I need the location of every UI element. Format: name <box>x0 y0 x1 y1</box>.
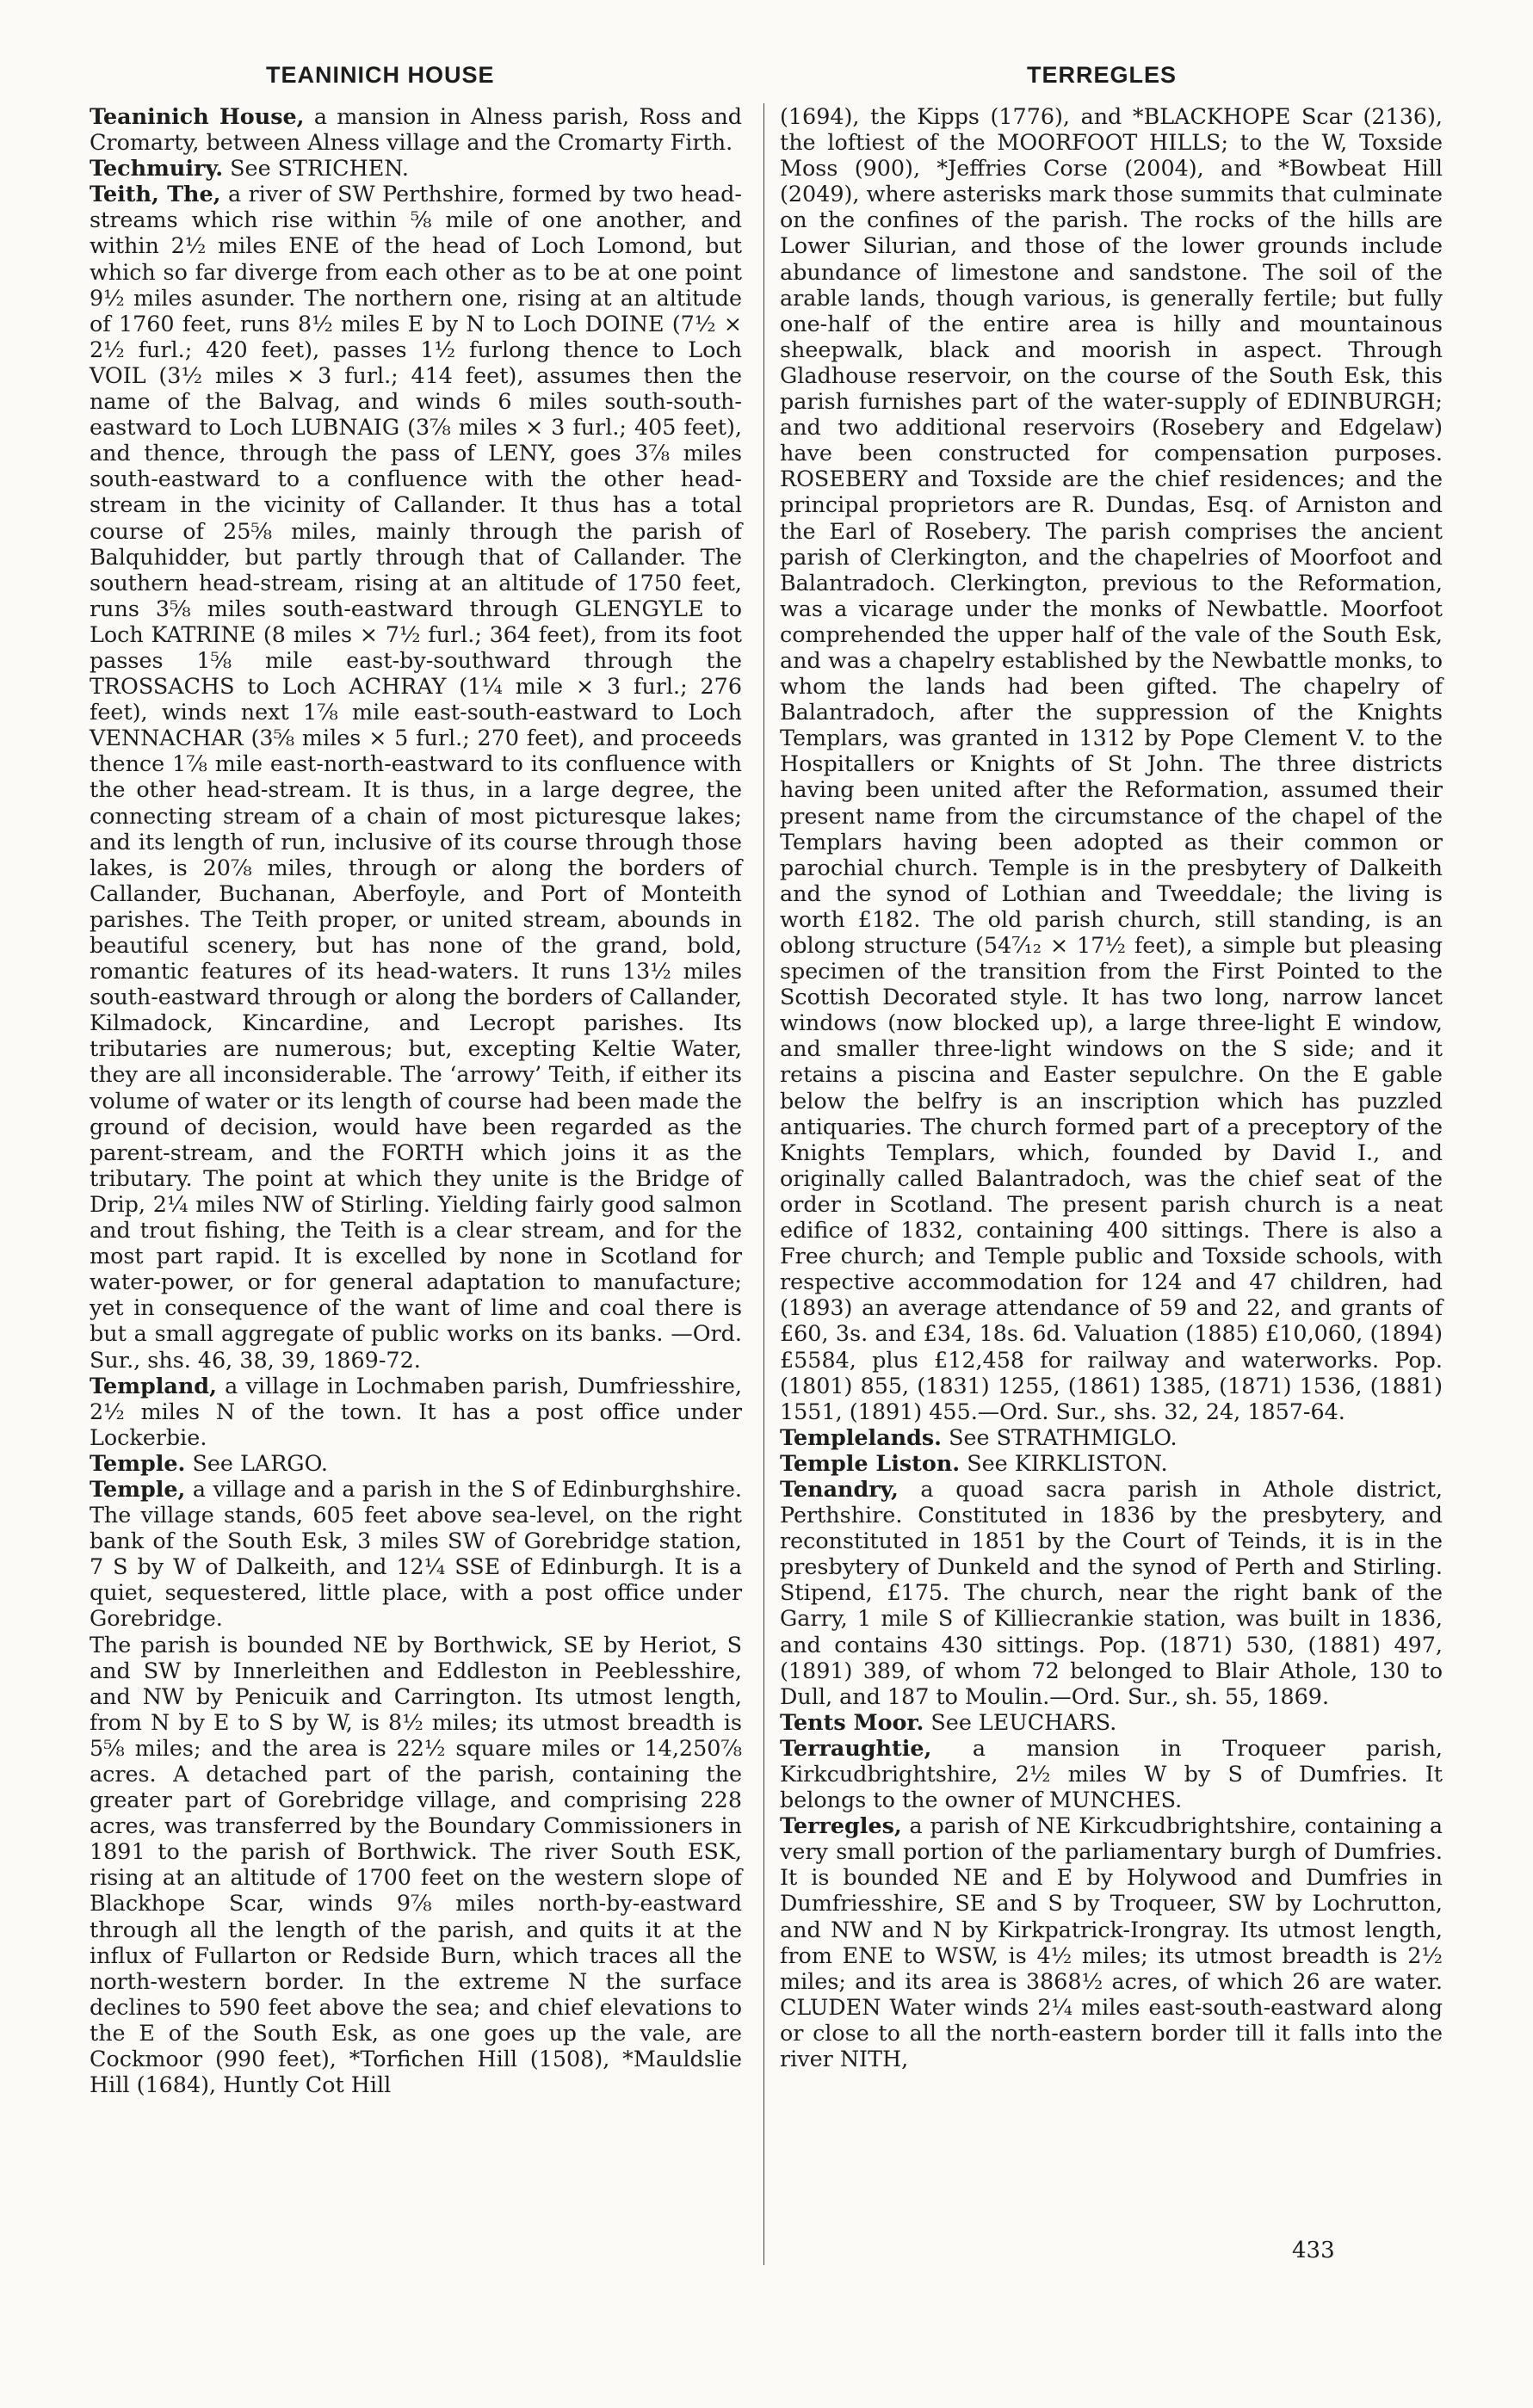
entry-paragraph <box>90 1476 742 1632</box>
entry-paragraph <box>780 1450 1443 1476</box>
entry-headword: Templand, <box>90 1372 217 1398</box>
entry-paragraph <box>90 103 742 155</box>
entry-text: a mansion in Troqueer parish, Kirkcudbrightshire, 2½ miles W by S of Dumfries. It belongs to the owner of MUNCHES. <box>780 1734 1443 1813</box>
entry-paragraph <box>780 1709 1443 1735</box>
entry-headword: Templelands. <box>780 1423 942 1450</box>
right-column <box>780 103 1443 2071</box>
entry-paragraph <box>90 155 742 181</box>
entry-headword: Tenandry, <box>780 1475 899 1502</box>
column-divider <box>763 103 764 2265</box>
entry-text: See LARGO. <box>185 1449 328 1476</box>
entry-text: See LEUCHARS. <box>924 1708 1117 1735</box>
entry-text: See STRICHEN. <box>223 155 409 182</box>
entry-text: a village in Lochmaben parish, Dumfriesshire, 2½ miles N of the town. It has a post office under Lockerbie. <box>90 1372 742 1450</box>
left-column <box>90 103 742 2097</box>
entry-paragraph <box>90 1450 742 1476</box>
entry-paragraph <box>90 1373 742 1450</box>
entry-text: a river of SW Perthshire, formed by two head-streams which rise within ⅝ mile of one another, and within 2½ miles ENE of the head of Loch Lomond, but which so far diverge from each other as to be at one point 9½ miles asunder. The northern one, rising at an altitude of 1760 feet, runs 8½ miles E by N to Loch DOINE (7½ × 2½ furl.; 420 feet), passes 1½ furlong thence to Loch VOIL (3½ miles × 3 furl.; 414 feet), assumes then the name of the Balvag, and winds 6 miles south-south-eastward to Loch LUBNAIG (3⅞ miles × 3 furl.; 405 feet), and thence, through the pass of LENY, goes 3⅞ miles south-eastward to a confluence with the other head-stream in the vicinity of Callander. It thus has a total course of 25⅝ miles, mainly through the parish of Balquhidder, but partly through that of Callander. The southern head-stream, rising at an altitude of 1750 feet, runs 3⅝ miles south-eastward through GLENGYLE to Loch KATRINE (8 miles × 7½ furl.; 364 feet), from its foot passes 1⅝ mile east-by-southward through the TROSSACHS to Loch ACHRAY (1¼ mile × 3 furl.; 276 feet), winds next 1⅞ mile east-south-eastward to Loch VENNACHAR (3⅝ miles × 5 furl.; 270 feet), and proceeds thence 1⅞ mile east-north-eastward to its confluence with the other head-stream. It is thus, in a large degree, the connecting stream of a chain of most picturesque lakes; and its length of run, inclusive of its course through those lakes, is 20⅞ miles, through or along the borders of Callander, Buchanan, Aberfoyle, and Port of Monteith parishes. The Teith proper, or united stream, abounds in beautiful scenery, but has none of the grand, bold, romantic features of its head-waters. It runs 13½ miles south-eastward through or along the borders of Callander, Kilmadock, Kincardine, and Lecropt parishes. Its tributaries are numerous; but, excepting Keltie Water, they are all inconsiderable. The ‘arrowy’ Teith, if either its volume of water or its length of course had been made the ground of decision, would have been regarded as the parent-stream, and the FORTH which joins it as the tributary. The point at which they unite is the Bridge of Drip, 2¼ miles NW of Stirling. Yielding fairly good salmon and trout fishing, the Teith is a clear stream, and for the most part rapid. It is excelled by none in Scotland for water-power, or for general adaptation to manufacture; yet in consequence of the want of lime and coal there is but a small aggregate of public works on its banks. —Ord. Sur., shs. 46, 38, 39, 1869-72. <box>90 181 742 1373</box>
entry-text: a village and a parish in the S of Edinburghshire. The village stands, 605 feet above sea-level, on the right bank of the South Esk, 3 miles SW of Gorebridge station, 7 S by W of Dalkeith, and 12¼ SSE of Edinburgh. It is a quiet, sequestered, little place, with a post office under Gorebridge. <box>90 1475 742 1632</box>
entry-paragraph <box>780 1424 1443 1450</box>
entry-paragraph <box>780 1812 1443 2071</box>
entry-paragraph <box>90 181 742 1372</box>
entry-text: See KIRKLISTON. <box>960 1449 1168 1476</box>
entry-paragraph <box>90 1632 742 2098</box>
running-head-right: TERREGLES <box>1027 62 1178 88</box>
entry-text: (1694), the Kipps (1776), and *BLACKHOPE Scar (2136), the loftiest of the MOORFOOT HILLS; to the W, Toxside Moss (900), *Jeffries Corse (2004), and *Bowbeat Hill (2049), where asterisks mark those summits that culminate on the confines of the parish. The rocks of the hills are Lower Silurian, and those of the lower grounds include abundance of limestone and sandstone. The soil of the arable lands, though various, is generally fertile; but fully one-half of the entire area is hilly and mountainous sheepwalk, black and moorish in aspect. Through Gladhouse reservoir, on the course of the South Esk, this parish furnishes part of the water-supply of EDINBURGH; and two additional reservoirs (Rosebery and Edgelaw) have been constructed for compensation purposes. ROSEBERY and Toxside are the chief residences; and the principal proprietors are R. Dundas, Esq. of Arniston and the Earl of Rosebery. The parish comprises the ancient parish of Clerkington, and the chapelries of Moorfoot and Balantradoch. Clerkington, previous to the Reformation, was a vicarage under the monks of Newbattle. Moorfoot comprehended the upper half of the vale of the South Esk, and was a chapelry established by the Newbattle monks, to whom the lands had been gifted. The chapelry of Balantradoch, after the suppression of the Knights Templars, was granted in 1312 by Pope Clement V. to the Hospitallers or Knights of St John. The three districts having been united after the Reformation, assumed their present name from the circumstance of the chapel of the Templars having been adopted as their common or parochial church. Temple is in the presbytery of Dalkeith and the synod of Lothian and Tweeddale; the living is worth £182. The old parish church, still standing, is an oblong structure (54⁷⁄₁₂ × 17½ feet), a simple but pleasing specimen of the transition from the First Pointed to the Scottish Decorated style. It has two long, narrow lancet windows (now blocked up), a large three-light E window, and smaller three-light windows on the S side; and it retains a piscina and Easter sepulchre. On the E gable below the belfry is an inscription which has puzzled antiquaries. The church formed part of a preceptory of the Knights Templars, which, founded by David I., and originally called Balantradoch, was the chief seat of the order in Scotland. The present parish church is a neat edifice of 1832, containing 400 sittings. There is also a Free church; and Temple public and Toxside schools, with respective accommodation for 124 and 47 children, had (1893) an average attendance of 59 and 22, and grants of £60, 3s. and £34, 18s. 6d. Valuation (1885) £10,060, (1894) £5584, plus £12,458 for railway and waterworks. Pop. (1801) 855, (1831) 1255, (1861) 1385, (1871) 1536, (1881) 1551, (1891) 455.—Ord. Sur., shs. 32, 24, 1857-64. <box>780 103 1443 1424</box>
entry-headword: Temple. <box>90 1449 186 1476</box>
entry-headword: Temple, <box>90 1475 186 1502</box>
entry-paragraph <box>780 103 1443 1424</box>
page-number: 433 <box>1292 2238 1335 2263</box>
entry-headword: Tents Moor. <box>780 1708 924 1735</box>
entry-paragraph <box>780 1476 1443 1709</box>
running-head-left: TEANINICH HOUSE <box>266 62 495 88</box>
entry-headword: Techmuiry. <box>90 155 224 182</box>
entry-headword: Terregles, <box>780 1812 902 1839</box>
entry-text: a mansion in Alness parish, Ross and Cromarty, between Alness village and the Cromarty Firth. <box>90 103 743 156</box>
entry-text: The parish is bounded NE by Borthwick, SE by Heriot, S and SW by Innerleithen and Eddleston in Peeblesshire, and NW by Penicuik and Carrington. Its utmost length, from N by E to S by W, is 8½ miles; its utmost breadth is 5⅝ miles; and the area is 22½ square miles or 14,250⅞ acres. A detached part of the parish, containing the greater part of Gorebridge village, and comprising 228 acres, was transferred by the Boundary Commissioners in 1891 to the parish of Borthwick. The river South ESK, rising at an altitude of 1700 feet on the western slope of Blackhope Scar, winds 9⅞ miles north-by-eastward through all the length of the parish, and quits it at the influx of Fullarton or Redside Burn, which traces all the north-western border. In the extreme N the surface declines to 590 feet above the sea; and chief elevations to the E of the South Esk, as one goes up the vale, are Cockmoor (990 feet), *Torfichen Hill (1508), *Mauldslie Hill (1684), Huntly Cot Hill <box>90 1631 742 2098</box>
entry-headword: Teith, The, <box>90 181 221 207</box>
entry-text: See STRATHMIGLO. <box>942 1423 1178 1450</box>
entry-headword: Teaninich House, <box>90 103 305 129</box>
entry-paragraph <box>780 1735 1443 1812</box>
entry-text: a parish of NE Kirkcudbrightshire, containing a very small portion of the parliamentary burgh of Dumfries. It is bounded NE and E by Holywood and Dumfries in Dumfriesshire, SE and S by Troqueer, SW by Lochrutton, and NW and N by Kirkpatrick-Irongray. Its utmost length, from ENE to WSW, is 4½ miles; its utmost breadth is 2½ miles; and its area is 3868½ acres, of which 26 are water. CLUDEN Water winds 2¼ miles east-south-eastward along or close to all the north-eastern border till it falls into the river NITH, <box>780 1812 1443 2072</box>
entry-headword: Temple Liston. <box>780 1449 961 1476</box>
entry-headword: Terraughtie, <box>780 1734 932 1761</box>
entry-text: a quoad sacra parish in Athole district, Perthshire. Constituted in 1836 by the presbytery, and reconstituted in 1851 by the Court of Teinds, it is in the presbytery of Dunkeld and the synod of Perth and Stirling. Stipend, £175. The church, near the right bank of the Garry, 1 mile S of Killiecrankie station, was built in 1836, and contains 430 sittings. Pop. (1871) 530, (1881) 497, (1891) 389, of whom 72 belonged to Blair Athole, 130 to Dull, and 187 to Moulin.—Ord. Sur., sh. 55, 1869. <box>780 1475 1443 1709</box>
